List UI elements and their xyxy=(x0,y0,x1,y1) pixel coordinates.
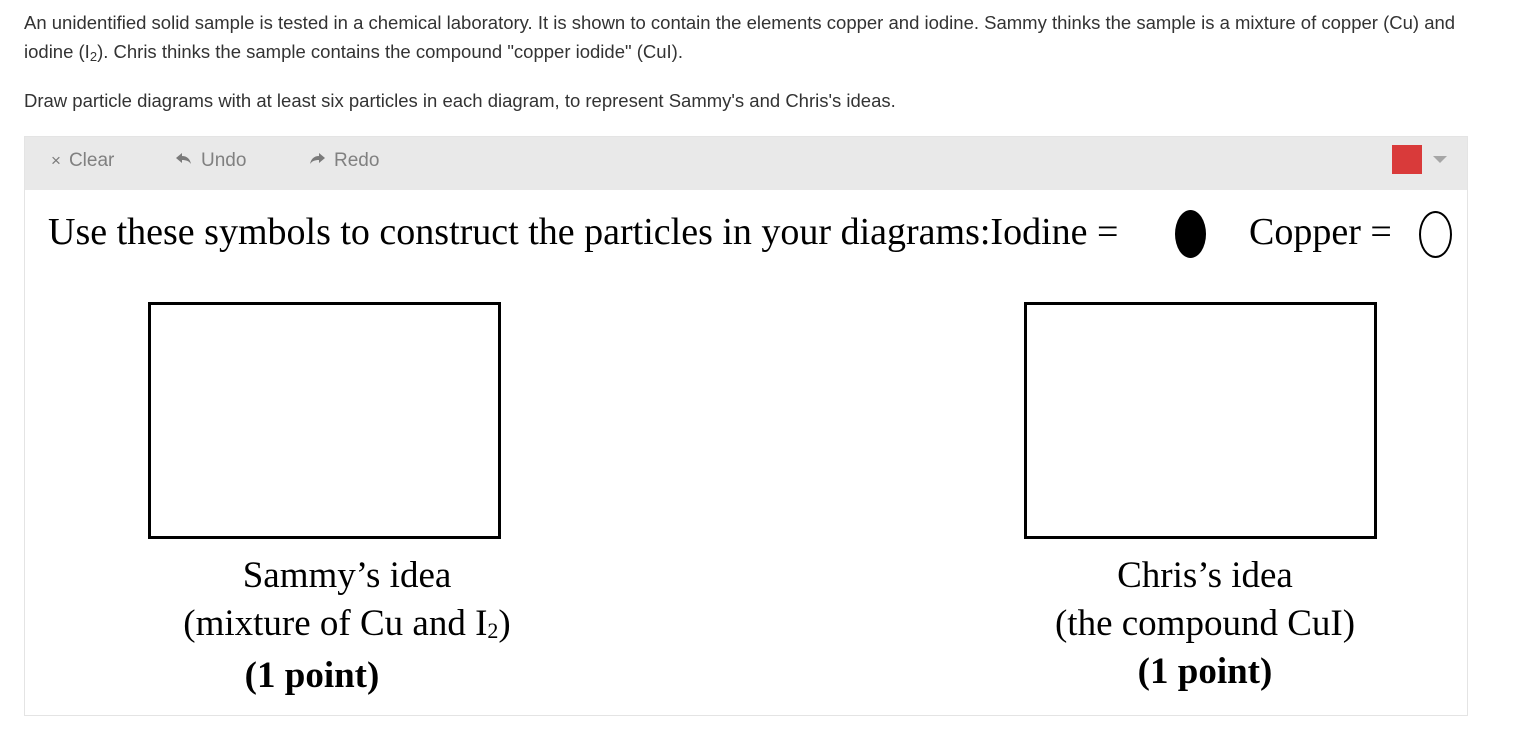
color-picker-swatch[interactable] xyxy=(1392,145,1422,174)
sammy-title: Sammy’s idea xyxy=(242,555,452,596)
iodine-symbol-filled-oval-icon xyxy=(1175,210,1206,258)
chris-points: (1 point) xyxy=(1137,651,1273,692)
question-text: An unidentified solid sample is tested in a chemical laboratory. It is shown to contain the elements copper and iodine. Sammy thinks the sample is a mixture of copper (Cu) and iodine $(I_2)$. Chris thinks the sample contains the compound "copper iodide" (CuI). xyxy=(24,12,1456,64)
undo-arrow-icon xyxy=(175,137,193,184)
symbols-instruction: Use these symbols to construct the particles in your diagrams:Iodine = xyxy=(48,211,1119,253)
question-instruction: Draw particle diagrams with at least six particles in each diagram, to represent Sammy's and Chris's ideas. xyxy=(24,90,896,111)
drawing-toolbar xyxy=(25,137,1467,190)
undo-button[interactable]: Undo xyxy=(175,137,246,190)
close-icon: × xyxy=(51,151,61,170)
chevron-down-icon[interactable] xyxy=(1433,156,1447,163)
copper-label: Copper = xyxy=(1249,211,1392,253)
chris-description: (the compound CuI) xyxy=(1054,603,1356,644)
subscript: 2 xyxy=(89,49,98,64)
drawing-widget xyxy=(24,136,1468,716)
chris-diagram-box[interactable] xyxy=(1024,302,1377,539)
question-prompt xyxy=(24,8,1484,115)
sammy-description: (mixture of Cu and $I_2$) xyxy=(183,603,511,644)
chris-caption xyxy=(1005,552,1405,696)
redo-button[interactable]: Redo xyxy=(308,137,379,190)
sammy-diagram-box[interactable] xyxy=(148,302,501,539)
sammy-caption xyxy=(147,552,547,700)
clear-button[interactable]: × Clear xyxy=(51,137,114,190)
drawing-canvas[interactable] xyxy=(25,190,1467,715)
chris-title: Chris’s idea xyxy=(1117,555,1293,596)
copper-symbol-open-oval-icon xyxy=(1419,211,1452,258)
sammy-points: (1 point) xyxy=(244,655,380,696)
redo-arrow-icon xyxy=(308,137,326,184)
